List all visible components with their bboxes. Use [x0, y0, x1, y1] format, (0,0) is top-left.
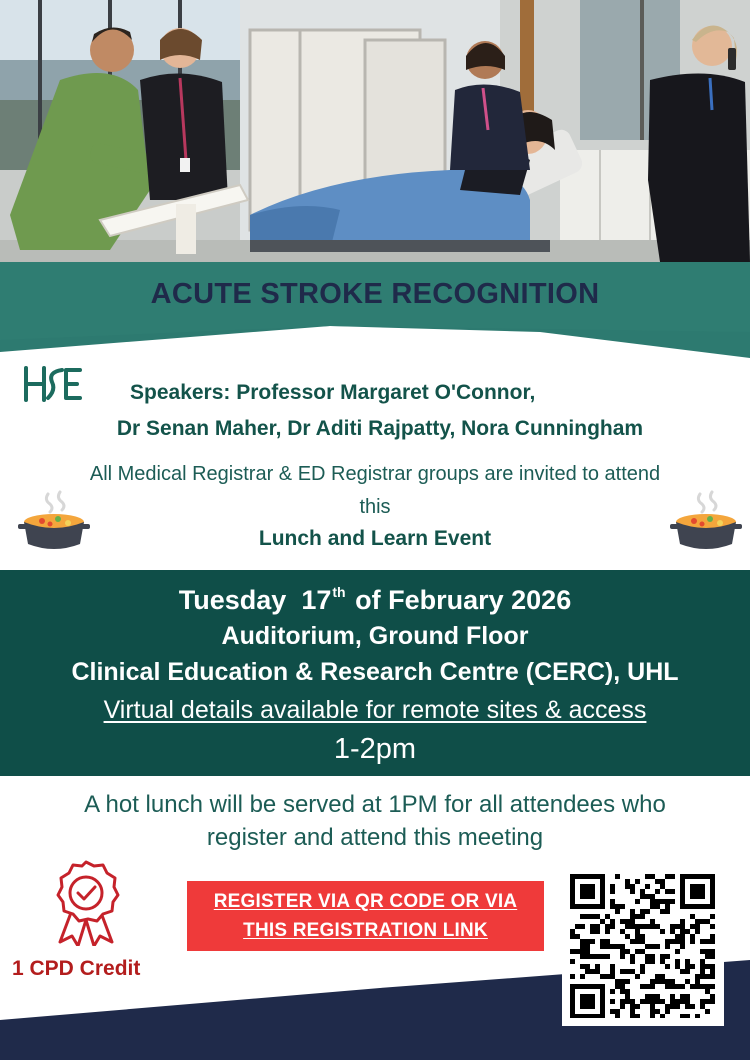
event-centre: Clinical Education & Research Centre (CERC), UHL	[71, 658, 679, 686]
register-button[interactable]	[187, 881, 544, 951]
cooking-pot-icon	[18, 490, 90, 554]
lunch-notice	[0, 788, 750, 854]
lunch-notice-line-2: register and attend this meeting	[206, 824, 544, 851]
speakers-line-2: Dr Senan Maher, Dr Aditi Rajpatty, Nora Cunningham	[116, 417, 644, 440]
event-date	[0, 584, 750, 616]
event-details-band	[0, 570, 750, 776]
invitation-line-1: All Medical Registrar & ED Registrar groups are invited to attend	[89, 463, 661, 485]
event-venue: Auditorium, Ground Floor	[221, 622, 529, 650]
speakers-line-1: Speakers: Professor Margaret O'Connor,	[130, 381, 536, 404]
hero-photo	[0, 0, 750, 262]
register-button-line-1: REGISTER VIA QR CODE OR VIA	[213, 891, 518, 912]
event-name: Lunch and Learn Event	[258, 527, 492, 550]
event-date-suffix: th	[332, 584, 346, 600]
register-button-line-2: THIS REGISTRATION LINK	[243, 920, 488, 941]
qr-code[interactable]	[562, 866, 724, 1026]
event-time: 1-2pm	[333, 733, 417, 765]
virtual-details-link[interactable]: Virtual details available for remote sites & access	[103, 696, 647, 724]
lunch-notice-line-1: A hot lunch will be served at 1PM for all attendees who	[84, 791, 666, 818]
page-title: ACUTE STROKE RECOGNITION	[150, 278, 600, 310]
hse-logo-icon	[22, 362, 82, 406]
qr-code-icon	[570, 874, 716, 1018]
award-ribbon-icon	[48, 858, 124, 946]
invitation-line-2: this	[359, 496, 391, 518]
invitation-text	[0, 458, 750, 524]
hse-logo	[22, 362, 82, 406]
cooking-pot-icon	[670, 490, 742, 554]
cpd-credit-label: 1 CPD Credit	[12, 957, 141, 980]
hero-illustration	[0, 0, 750, 262]
event-date-number: 17	[301, 585, 332, 615]
event-date-rest: of February 2026	[355, 585, 572, 615]
event-day: Tuesday	[178, 585, 287, 615]
